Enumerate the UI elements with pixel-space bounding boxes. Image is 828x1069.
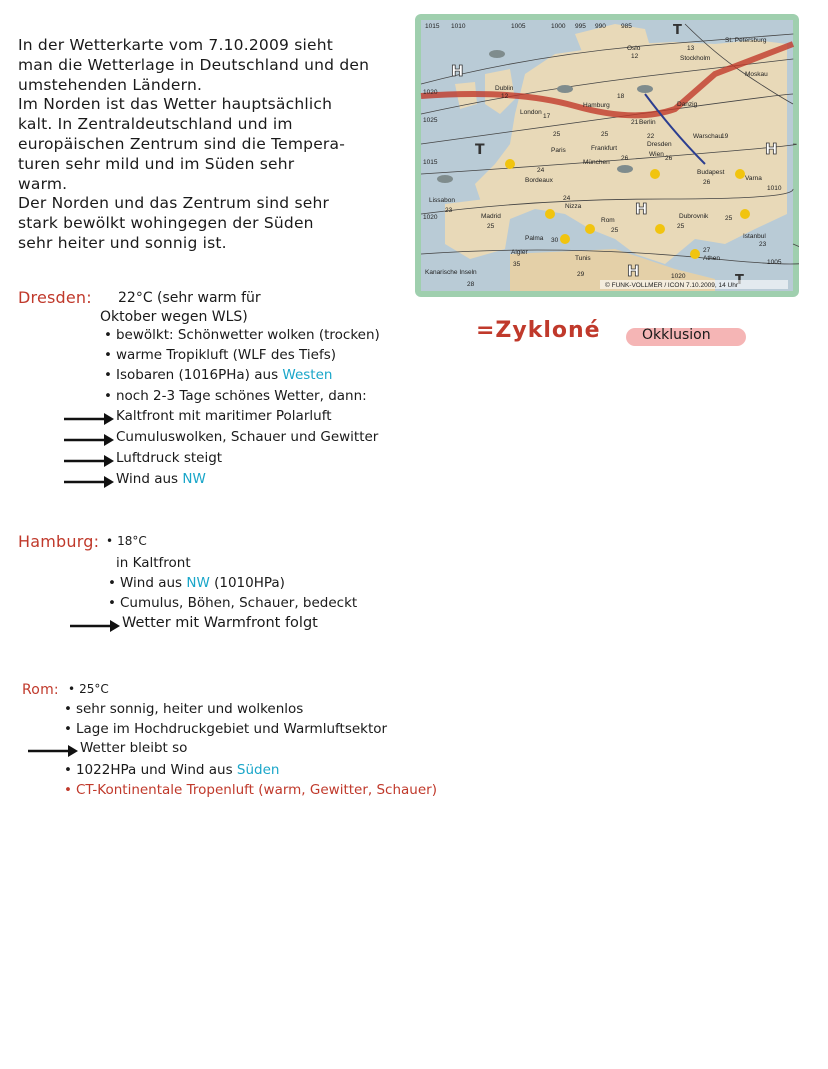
- intro-line: sehr heiter und sonnig ist.: [18, 233, 227, 252]
- rom-title: Rom:: [22, 682, 59, 698]
- intro-paragraph: [18, 36, 369, 254]
- arrow-right-icon: [70, 619, 120, 633]
- dresden-arrow-item: Wind aus NW: [116, 471, 206, 487]
- intro-line: turen sehr mild und im Süden sehr: [18, 154, 295, 173]
- dresden-temp-2: Oktober wegen WLS): [100, 309, 248, 325]
- dresden-arrow-item: Kaltfront mit maritimer Polarluft: [116, 408, 332, 424]
- svg-text:Dubrovnik: Dubrovnik: [679, 213, 709, 220]
- svg-text:24: 24: [563, 195, 571, 202]
- svg-text:Warschau: Warschau: [693, 133, 723, 140]
- svg-text:Berlin: Berlin: [639, 119, 656, 126]
- okklusion-highlight: [626, 328, 746, 346]
- rom-bullet: • 1022HPa und Wind aus Süden: [64, 762, 279, 778]
- svg-text:Tunis: Tunis: [575, 255, 591, 262]
- svg-text:Kanarische Inseln: Kanarische Inseln: [425, 269, 477, 276]
- svg-text:Frankfurt: Frankfurt: [591, 145, 618, 152]
- high-marker: H: [627, 262, 640, 280]
- svg-text:26: 26: [621, 155, 629, 162]
- dresden-bullet: • bewölkt: Schönwetter wolken (trocken): [104, 327, 380, 343]
- rom-bullet: • Lage im Hochdruckgebiet und Warmluftsektor: [64, 721, 387, 737]
- svg-text:29: 29: [577, 271, 585, 278]
- svg-text:27: 27: [703, 247, 711, 254]
- rom-arrow-item: Wetter bleibt so: [80, 740, 188, 756]
- intro-line: umstehenden Ländern.: [18, 75, 203, 94]
- svg-text:Wien: Wien: [649, 151, 664, 158]
- zyklone-label: =Zykloné: [476, 318, 601, 343]
- dresden-temp: 22°C (sehr warm für: [118, 290, 261, 306]
- dresden-bullet: • noch 2-3 Tage schönes Wetter, dann:: [104, 388, 367, 404]
- arrow-right-icon: [64, 433, 114, 447]
- svg-text:München: München: [583, 159, 610, 166]
- svg-text:Algier: Algier: [511, 249, 528, 256]
- svg-text:1015: 1015: [425, 23, 440, 30]
- svg-text:Dresden: Dresden: [647, 141, 672, 148]
- svg-text:Oslo: Oslo: [627, 45, 641, 52]
- svg-text:1005: 1005: [767, 259, 782, 266]
- svg-text:Nizza: Nizza: [565, 203, 582, 210]
- svg-text:Lissabon: Lissabon: [429, 197, 456, 204]
- svg-text:995: 995: [575, 23, 586, 30]
- svg-text:Dublin: Dublin: [495, 85, 514, 92]
- rom-bullet: • CT-Kontinentale Tropenluft (warm, Gewitter, Schauer): [64, 782, 437, 798]
- svg-text:Palma: Palma: [525, 235, 544, 242]
- svg-text:35: 35: [513, 261, 521, 268]
- svg-text:Moskau: Moskau: [745, 71, 768, 78]
- svg-text:26: 26: [703, 179, 711, 186]
- low-marker: T: [475, 142, 485, 158]
- arrow-right-icon: [64, 475, 114, 489]
- svg-text:Hamburg: Hamburg: [583, 102, 610, 109]
- svg-text:13: 13: [687, 45, 695, 52]
- dresden-arrow-item: Luftdruck steigt: [116, 450, 223, 466]
- svg-text:Paris: Paris: [551, 147, 566, 154]
- svg-text:London: London: [520, 109, 542, 116]
- dresden-bullet: • warme Tropikluft (WLF des Tiefs): [104, 347, 336, 363]
- svg-text:28: 28: [467, 281, 475, 288]
- arrow-right-icon: [64, 454, 114, 468]
- svg-text:St. Petersburg: St. Petersburg: [725, 37, 767, 44]
- arrow-right-icon: [64, 412, 114, 426]
- svg-text:22: 22: [647, 133, 655, 140]
- svg-text:Budapest: Budapest: [697, 169, 725, 176]
- rom-temp: • 25°C: [68, 682, 109, 696]
- svg-text:1025: 1025: [423, 117, 438, 124]
- intro-line: warm.: [18, 174, 68, 193]
- map-credit: © FUNK-VOLLMER / ICON 7.10.2009, 14 Uhr: [605, 282, 739, 289]
- svg-text:Varna: Varna: [745, 175, 762, 182]
- hamburg-temp: • 18°C: [106, 534, 147, 548]
- hamburg-line: in Kaltfront: [116, 555, 191, 571]
- svg-text:12: 12: [501, 93, 509, 100]
- intro-line: kalt. In Zentraldeutschland und im: [18, 115, 293, 134]
- hamburg-bullet: • Cumulus, Böhen, Schauer, bedeckt: [108, 595, 357, 611]
- svg-text:1015: 1015: [423, 159, 438, 166]
- svg-text:985: 985: [621, 23, 632, 30]
- hamburg-arrow-item: Wetter mit Warmfront folgt: [122, 615, 318, 631]
- svg-text:1020: 1020: [423, 89, 438, 96]
- intro-line: Der Norden und das Zentrum sind sehr: [18, 194, 330, 213]
- intro-line: man die Wetterlage in Deutschland und den: [18, 55, 370, 74]
- high-marker: H: [451, 62, 464, 80]
- svg-text:25: 25: [487, 223, 495, 230]
- okklusion-label: Okklusion: [642, 327, 711, 343]
- svg-text:1000: 1000: [551, 23, 566, 30]
- svg-text:25: 25: [601, 131, 609, 138]
- intro-line: stark bewölkt wohingegen der Süden: [18, 214, 314, 233]
- svg-text:990: 990: [595, 23, 606, 30]
- intro-line: europäischen Zentrum sind die Tempera-: [18, 134, 345, 153]
- svg-text:19: 19: [721, 133, 729, 140]
- svg-text:Istanbul: Istanbul: [743, 233, 766, 240]
- svg-text:Bordeaux: Bordeaux: [525, 177, 553, 184]
- hamburg-bullet: • Wind aus NW (1010HPa): [108, 575, 285, 591]
- intro-line: Im Norden ist das Wetter hauptsächlich: [18, 95, 333, 114]
- svg-text:26: 26: [665, 155, 673, 162]
- svg-text:12: 12: [631, 53, 639, 60]
- high-marker: H: [765, 140, 778, 158]
- svg-text:25: 25: [725, 215, 733, 222]
- svg-text:25: 25: [677, 223, 685, 230]
- high-marker: H: [635, 200, 648, 218]
- arrow-right-icon: [28, 744, 78, 758]
- low-marker: T: [673, 23, 682, 38]
- svg-text:Rom: Rom: [601, 217, 615, 224]
- svg-text:1010: 1010: [451, 23, 466, 30]
- dresden-arrow-item: Cumuluswolken, Schauer und Gewitter: [116, 429, 379, 445]
- svg-text:24: 24: [537, 167, 545, 174]
- svg-text:25: 25: [553, 131, 561, 138]
- svg-text:18: 18: [617, 93, 625, 100]
- rom-bullet: • sehr sonnig, heiter und wolkenlos: [64, 701, 303, 717]
- svg-text:17: 17: [543, 113, 551, 120]
- dresden-bullet: • Isobaren (1016PHa) aus Westen: [104, 367, 332, 383]
- svg-text:1010: 1010: [767, 185, 782, 192]
- svg-text:25: 25: [611, 227, 619, 234]
- svg-text:30: 30: [551, 237, 559, 244]
- weather-map: [415, 14, 799, 297]
- svg-text:1020: 1020: [423, 214, 438, 221]
- hamburg-title: Hamburg:: [18, 532, 100, 551]
- svg-text:Stockholm: Stockholm: [680, 55, 711, 62]
- svg-text:21: 21: [631, 119, 639, 126]
- svg-text:1020: 1020: [671, 273, 686, 280]
- dresden-title: Dresden:: [18, 288, 92, 307]
- intro-line: In der Wetterkarte vom 7.10.2009 sieht: [18, 36, 334, 54]
- svg-text:23: 23: [445, 207, 453, 214]
- svg-text:Athen: Athen: [703, 255, 720, 262]
- svg-text:Madrid: Madrid: [481, 213, 501, 220]
- svg-text:Danzig: Danzig: [677, 101, 698, 108]
- svg-text:1005: 1005: [511, 23, 526, 30]
- svg-text:23: 23: [759, 241, 767, 248]
